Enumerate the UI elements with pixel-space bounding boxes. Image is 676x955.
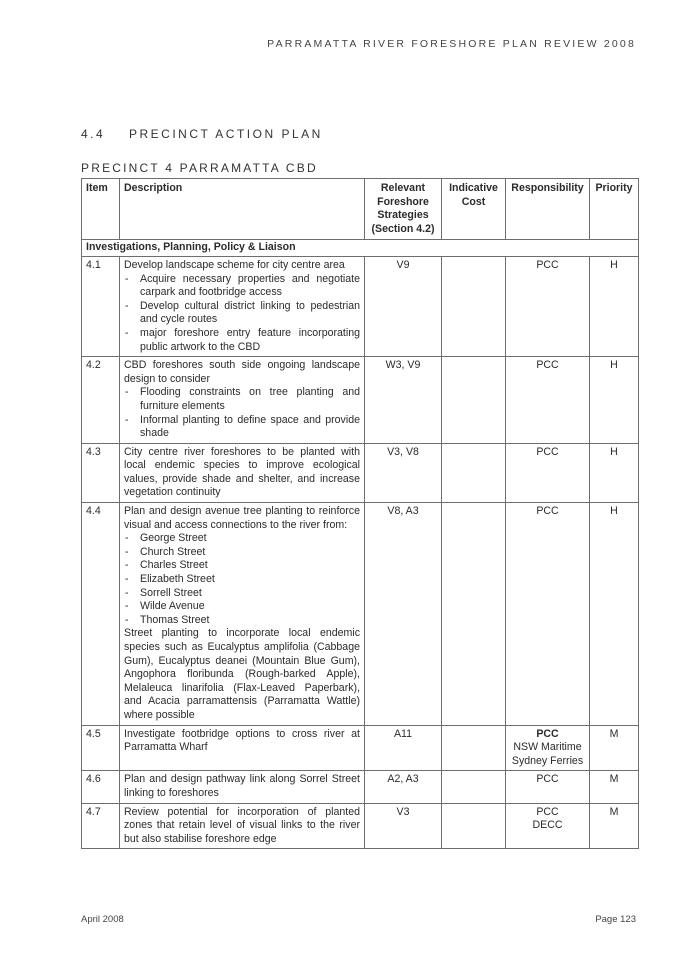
row-priority: H [590,256,639,356]
header-relevant-line1: Relevant [380,182,426,194]
header-item: Item [82,179,120,240]
row-priority: M [590,771,639,803]
list-item: - Informal planting to define space and provide shade [124,414,360,441]
row-cost [442,256,506,356]
row-description-text: City centre river foreshores to be planted with local endemic species to improve ecological values, provide shade and shelter, and increase vegetation continuity [124,445,360,499]
row-item: 4.3 [82,443,120,502]
section-number: 4.4 [81,127,106,141]
footer-page-number: Page 123 [595,914,636,925]
row-responsibility: PCC [506,256,590,356]
row-description-text: Plan and design pathway link along Sorrel Street linking to foreshores [124,773,360,799]
header-priority: Priority [590,179,639,240]
row-cost [442,771,506,803]
row-item: 4.6 [82,771,120,803]
row-responsibility: PCC [506,771,590,803]
row-responsibility: PCC [506,443,590,502]
row-responsibility [506,725,590,771]
table-row [82,443,639,502]
row-description [120,771,365,803]
row-cost [442,503,506,726]
row-priority: M [590,725,639,771]
row-description [120,503,365,726]
row-item: 4.5 [82,725,120,771]
row-item: 4.2 [82,357,120,444]
row-item: 4.7 [82,803,120,849]
row-cost [442,725,506,771]
row-strategies: V9 [365,256,442,356]
header-relevant-line4: (Section 4.2) [371,222,435,235]
row-strategies: W3, V9 [365,357,442,444]
responsibility-partner: NSW Maritime [513,741,582,754]
row-responsibility: PCC [506,357,590,444]
list-item: - Develop cultural district linking to pedestrian and cycle routes [124,300,360,327]
row-strategies: V3 [365,803,442,849]
list-item: - Flooding constraints on tree planting and furniture elements [124,386,360,413]
list-item: - George Street [124,532,360,546]
responsibility-lead: PCC [536,805,559,818]
list-item: - Wilde Avenue [124,600,360,614]
row-description [120,256,365,356]
header-cost-line2: Cost [461,195,486,208]
row-cost [442,803,506,849]
row-bullet-list [124,532,360,627]
list-item: - Thomas Street [124,614,360,628]
row-cost [442,357,506,444]
precinct-action-table [81,178,639,849]
table-row [82,725,639,771]
header-responsibility: Responsibility [506,179,590,240]
table-row [82,256,639,356]
header-relevant-line2: Foreshore [377,195,429,208]
row-description [120,725,365,771]
responsibility-lead: PCC [536,727,559,740]
row-bullet-list [124,386,360,440]
table-row [82,771,639,803]
row-description [120,803,365,849]
row-strategies: A2, A3 [365,771,442,803]
list-item: - Elizabeth Street [124,573,360,587]
row-strategies: A11 [365,725,442,771]
section-title: PRECINCT ACTION PLAN [129,127,323,141]
row-description-text: Plan and design avenue tree planting to reinforce visual and access connections to the river from: [124,505,360,531]
row-responsibility: PCC [506,503,590,726]
header-cost-line1: Indicative [449,182,498,194]
footer-date: April 2008 [81,914,124,925]
table-header-row [82,179,639,240]
header-description: Description [120,179,365,240]
row-item: 4.1 [82,256,120,356]
list-item: - Church Street [124,546,360,560]
row-strategies: V8, A3 [365,503,442,726]
row-description-continued: Street planting to incorporate local endemic species such as Eucalyptus amplifolia (Cabbage Gum), Eucalyptus deanei (Mountain Blue Gum), Angophora floribunda (Rough-barked Apple), Melaleuca linarifolia (Flax-Leaved Paperbark), and Acacia parramattensis (Parramatta Wattle) where possible [124,627,360,721]
header-indicative-cost [442,179,506,240]
running-header: PARRAMATTA RIVER FORESHORE PLAN REVIEW 2008 [267,38,636,50]
list-item: - Charles Street [124,559,360,573]
table-row [82,357,639,444]
row-description-text: Develop landscape scheme for city centre area [124,258,345,271]
row-description-text: Investigate footbridge options to cross river at Parramatta Wharf [124,727,360,754]
section-heading [81,127,323,141]
row-responsibility [506,803,590,849]
group-row [82,240,639,257]
list-item: - Sorrell Street [124,587,360,601]
header-relevant-strategies [365,179,442,240]
row-description [120,443,365,502]
responsibility-partner: DECC [532,819,563,832]
precinct-title: PRECINCT 4 PARRAMATTA CBD [81,161,318,175]
responsibility-partner: Sydney Ferries [511,754,584,767]
table-row [82,503,639,726]
list-item: - major foreshore entry feature incorporating public artwork to the CBD [124,327,360,354]
header-relevant-line3: Strategies [377,209,429,222]
row-description [120,357,365,444]
list-item: - Acquire necessary properties and negotiate carpark and footbridge access [124,273,360,300]
row-priority: H [590,357,639,444]
table-row [82,803,639,849]
row-priority: H [590,443,639,502]
row-description-text: CBD foreshores south side ongoing landscape design to consider [124,359,360,385]
row-cost [442,443,506,502]
row-item: 4.4 [82,503,120,726]
row-description-text: Review potential for incorporation of planted zones that retain level of visual links to the river but also stabilise foreshore edge [124,805,360,845]
row-strategies: V3, V8 [365,443,442,502]
group-label: Investigations, Planning, Policy & Liaison [82,240,639,257]
row-bullet-list [124,273,360,355]
row-priority: H [590,503,639,726]
row-priority: M [590,803,639,849]
